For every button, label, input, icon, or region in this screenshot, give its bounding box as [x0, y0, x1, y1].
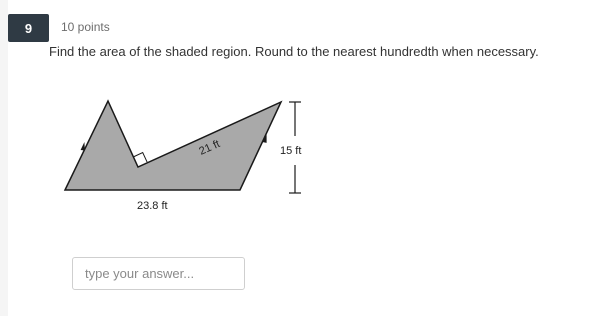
shaded-region [65, 101, 281, 190]
answer-input[interactable] [72, 257, 245, 290]
question-number: 9 [24, 20, 33, 36]
base-label: 23.8 ft [137, 200, 168, 212]
parallel-arrow-left-side [81, 142, 85, 151]
question-prompt: Find the area of the shaded region. Round to the nearest hundredth when necessary. [49, 44, 539, 59]
question-points: 10 points [61, 20, 110, 34]
slant-label: 21 ft [197, 138, 222, 158]
height-label: 15 ft [280, 145, 302, 157]
